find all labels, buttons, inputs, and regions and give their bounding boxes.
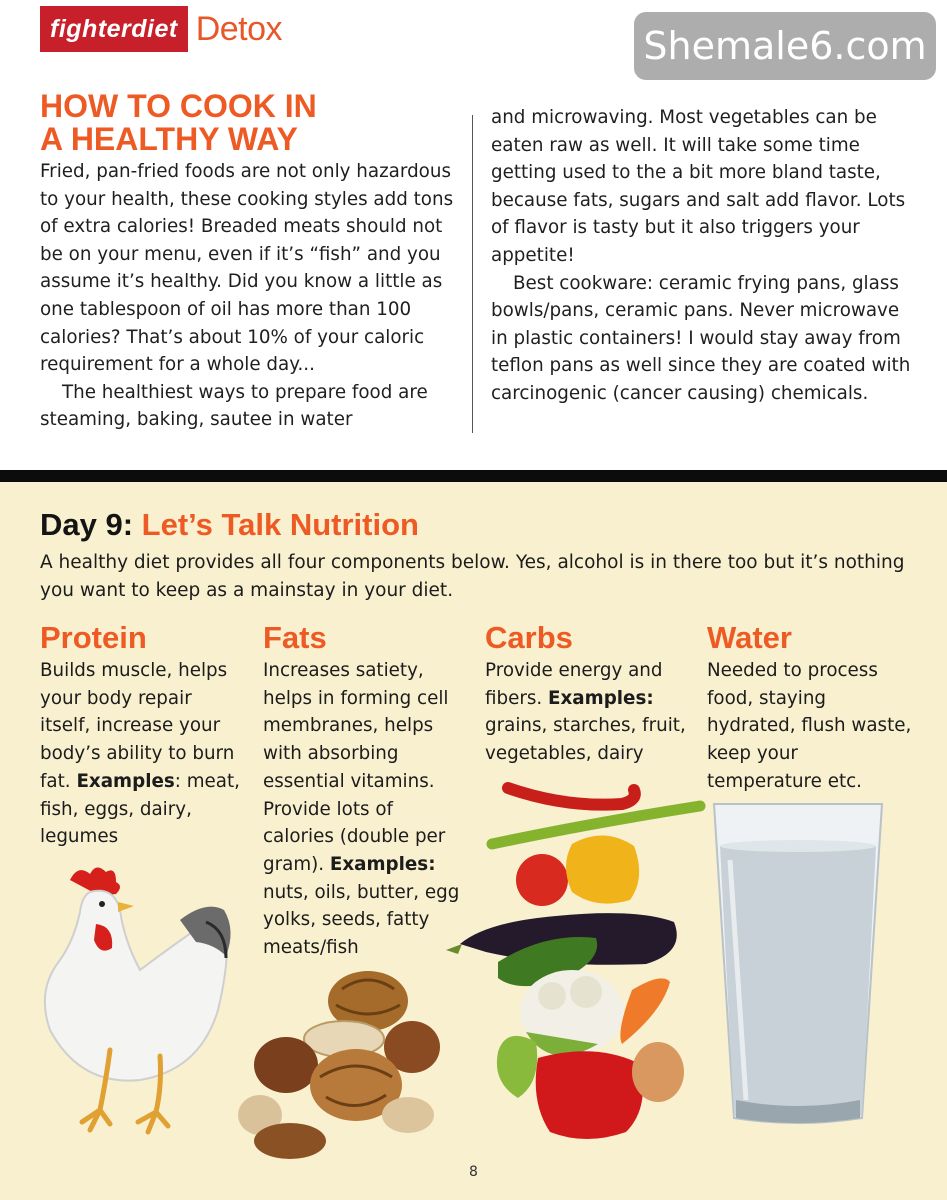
section-title [40, 507, 419, 543]
fats-examples-label: Examples: [329, 853, 436, 875]
watermark: Shemale6.com [634, 12, 936, 80]
protein-examples: : meat, fish, eggs, dairy, legumes [40, 770, 240, 848]
section-name: Detox [195, 9, 283, 48]
article-paragraph: and microwaving. Most vegetables can be eaten raw as well. It will take some time getting used to the a bit more bland taste, because fats, sugars and salt add flavor. Lots of flavor is tasty but it also triggers your appetite! [491, 107, 906, 266]
nuts-illustration [236, 965, 448, 1165]
protein-title: Protein [40, 620, 147, 655]
article-title-line2: A HEALTHY WAY [40, 121, 298, 157]
carbs-examples: grains, starches, fruit, vegetables, dairy [485, 715, 686, 765]
fats-title: Fats [263, 620, 327, 655]
day-label: Day 9: [40, 507, 134, 542]
article-column-left [40, 158, 462, 434]
article-title [40, 90, 460, 156]
article-paragraph: Best cookware: ceramic frying pans, glass bowls/pans, ceramic pans. Never microwave in plastic containers! I would stay away from teflon pans as well since they are coated with carcinogenic (cancer causing) chemicals. [491, 272, 911, 404]
carbs-text [485, 657, 693, 768]
vegetables-illustration [446, 782, 708, 1148]
fats-examples: nuts, oils, butter, egg yolks, seeds, fatty meats/fish [263, 881, 460, 959]
article-title-line1: HOW TO COOK IN [40, 88, 317, 124]
protein-text [40, 657, 240, 851]
protein-description: Builds muscle, helps your body repair itself, increase your body’s ability to burn fat. [40, 660, 235, 792]
column-divider [472, 115, 473, 433]
article-column-right [491, 104, 921, 408]
fats-text [263, 657, 468, 962]
carbs-title: Carbs [485, 620, 573, 655]
fats-description: Increases satiety, helps in forming cell membranes, helps with absorbing essential vitamins. Provide lots of calories (double per gram). [263, 660, 449, 875]
water-title: Water [707, 620, 792, 655]
water-glass-illustration [712, 800, 884, 1128]
protein-examples-label: Examples [76, 770, 175, 792]
carbs-examples-label: Examples: [548, 687, 654, 709]
chicken-illustration [30, 860, 235, 1150]
article-paragraph: Fried, pan-fried foods are not only hazardous to your health, these cooking styles add tons of extra calories! Breaded meats should not be on your menu, even if it’s “fish” and you assume it’s healthy. Did you know a little as one tablespoon of oil has more than 100 calories? That’s about 10% of your caloric requirement for a whole day... [40, 161, 454, 376]
page-number: 8 [469, 1164, 478, 1180]
article-paragraph: The healthiest ways to prepare food are steaming, baking, sautee in water [40, 381, 428, 431]
brand-header [40, 6, 282, 52]
day-topic: Let’s Talk Nutrition [141, 507, 419, 542]
carbs-description: Provide energy and fibers. [485, 660, 663, 709]
brand-logo: fighterdiet [40, 6, 188, 52]
water-text: Needed to process food, staying hydrated, flush waste, keep your temperature etc. [707, 660, 912, 792]
section-intro: A healthy diet provides all four components below. Yes, alcohol is in there too but it’s nothing you want to keep as a mainstay in your diet. [40, 552, 905, 601]
